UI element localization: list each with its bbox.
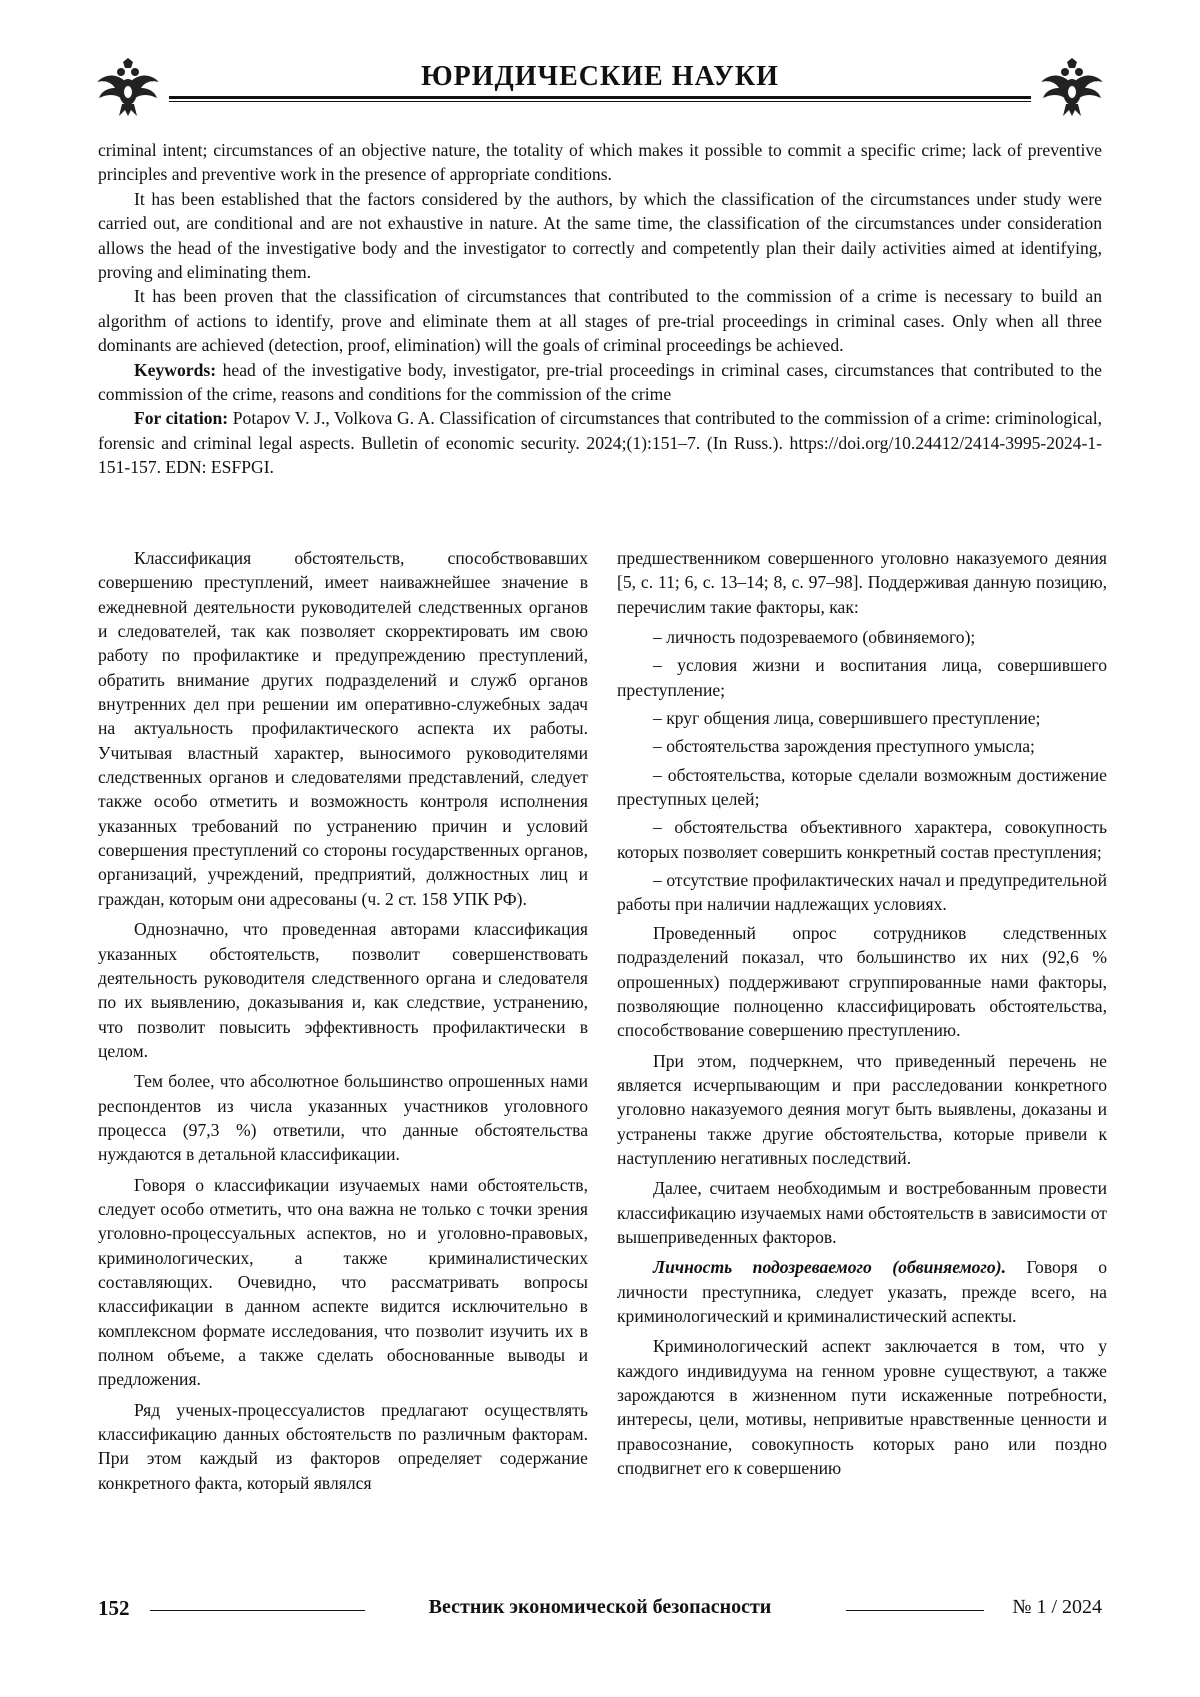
page-number: 152 [98, 1596, 130, 1620]
body-paragraph: При этом, подчеркнем, что приведенный перечень не является исчерпывающим и при расследовании конкретного уголовно наказуемого деяния могут быть выявлены, доказаны и устранены также другие обстоятельства, которые привели к наступлению негативных последствий. [617, 1050, 1107, 1168]
citation-text: Potapov V. J., Volkova G. A. Classification of circumstances that contributed to the commission of a crime: criminological, forensic and criminal legal aspects. Bulletin of economic security. 2024;(1):151–7. (In Russ.). https://doi.org/10.24412/2414-3995-2024-1-151-157. EDN: ESFPGI. [98, 408, 1102, 478]
list-item: – обстоятельства объективного характера, совокупность которых позволяет совершить конкретный состав преступления; [617, 817, 1107, 862]
body-paragraph: предшественником совершенного уголовно наказуемого деяния [5, с. 11; 6, с. 13–14; 8, с. 97–98]. Поддерживая данную позицию, перечислим такие факторы, как: [617, 548, 1107, 617]
abstract-paragraph: It has been established that the factors considered by the authors, by which the classification of the circumstances under study were carried out, are conditional and are not exhaustive in nature. At the same time, the classification of the circumstances under consideration allows the head of the investigative body and the investigator to correctly and competently plan their daily activities aimed at identifying, proving and eliminating them. [98, 188, 1102, 283]
body-paragraph: Классификация обстоятельств, способствовавших совершению преступлений, имеет наиважнейшее значение в ежедневной деятельности руководителей следственных органов и следователей, так как позволяет скорректировать им свою работу по профилактике и предупреждению преступлений, обратить внимание других подразделений и служб органов внутренних дел при решении им оперативно-служебных задач на актуальность профилактического аспекта их работы. Учитывая властный характер, выносимого руководителями следственных органов и следователями представлений, следует также особо отметить и возможность контроля исполнения указанных требований по устранению причин и условий совершения преступлений со стороны государственных органов, организаций, учреждений, предприятий, должностных лиц и граждан, которым они адресованы (ч. 2 ст. 158 УПК РФ). [98, 548, 588, 909]
list-item: – условия жизни и воспитания лица, совершившего преступление; [617, 655, 1107, 700]
subsection-heading: Личность подозреваемого (обвиняемого). [653, 1257, 1006, 1278]
keywords-text: head of the investigative body, investigator, pre-trial proceedings in criminal cases, circumstances that contributed to the commission of the crime, reasons and conditions for the commission of the crime [98, 359, 1102, 405]
section-title: ЮРИДИЧЕСКИЕ НАУКИ [421, 61, 779, 92]
issue-number: № 1 / 2024 [1012, 1596, 1102, 1618]
english-abstract [98, 138, 1102, 480]
footer-rule [846, 1610, 984, 1611]
page-header [95, 52, 1105, 122]
keywords [98, 358, 1102, 407]
citation-label: For citation: [134, 408, 229, 429]
list-item: – круг общения лица, совершившего преступление; [653, 708, 1041, 729]
list-item: – отсутствие профилактических начал и предупредительной работы при наличии надлежащих условиях. [617, 870, 1107, 915]
body-paragraph [617, 1255, 1107, 1328]
list-item: – личность подозреваемого (обвиняемого); [653, 627, 976, 648]
body-paragraph: Тем более, что абсолютное большинство опрошенных нами респондентов из числа указанных участников уголовного процесса (97,3 %) ответили, что данные обстоятельства нуждаются в детальной классификации. [98, 1071, 588, 1165]
paragraph-text: Говоря о личности преступника, следует указать, прежде всего, на криминологический и криминалистический аспекты. [617, 1257, 1107, 1326]
right-column [617, 546, 1107, 1486]
header-rule [169, 96, 1031, 102]
double-headed-eagle-icon [1039, 58, 1105, 118]
journal-title: Вестник экономической безопасности [428, 1596, 772, 1618]
body-paragraph: Ряд ученых-процессуалистов предлагают осуществлять классификацию данных обстоятельств по различным факторам. При этом каждый из факторов определяет содержание конкретного факта, который являлся [98, 1399, 588, 1493]
body-paragraph: Криминологический аспект заключается в том, что у каждого индивидуума на генном уровне существуют, а также зарождаются в жизненном пути искаженные потребности, интересы, цели, мотивы, непривитые нравственные ценности и правосознание, совокупность которых рано или поздно сподвигнет его к совершению [617, 1336, 1107, 1479]
body-paragraph: Далее, считаем необходимым и востребованным провести классификацию изучаемых нами обстоятельств в зависимости от вышеприведенных факторов. [617, 1178, 1107, 1247]
left-column [98, 546, 588, 1501]
list-item: – обстоятельства, которые сделали возможным достижение преступных целей; [617, 764, 1107, 810]
body-paragraph: Проведенный опрос сотрудников следственных подразделений показал, что большинство их них (92,6 % опрошенных) поддерживают сгруппированные нами факторы, позволяющие полноценно классифицировать обстоятельства, способствование совершению преступлению. [617, 922, 1107, 1041]
abstract-paragraph: It has been proven that the classification of circumstances that contributed to the commission of a crime is necessary to build an algorithm of actions to identify, prove and eliminate them at all stages of pre-trial proceedings in criminal cases. Only when all three dominants are achieved (detection, proof, elimination) will the goals of criminal proceedings be achieved. [98, 286, 1102, 356]
abstract-paragraph: criminal intent; circumstances of an objective nature, the totality of which makes it possible to commit a specific crime; lack of preventive principles and preventive work in the presence of appropriate conditions. [98, 140, 1102, 185]
citation [98, 406, 1102, 479]
list-item: – обстоятельства зарождения преступного умысла; [653, 736, 1035, 757]
body-paragraph: Однозначно, что проведенная авторами классификация указанных обстоятельств, позволит совершенствовать деятельность руководителя следственного органа и следователя по их выявлению, доказывания и, как следствие, устранению, что позволит повысить эффективность профилактически в целом. [98, 919, 588, 1061]
body-paragraph: Говоря о классификации изучаемых нами обстоятельств, следует особо отметить, что она важна не только с точки зрения уголовно-процессуальных аспектов, но и уголовно-правовых, криминологических, а также криминалистических составляющих. Очевидно, что рассматривать вопросы классификации в данном аспекте видится исключительно в комплексном формате исследования, что позволит изучить их в полном объеме, а также сделать обоснованные выводы и предложения. [98, 1174, 588, 1390]
page-footer [98, 1596, 1102, 1626]
keywords-label: Keywords: [134, 359, 217, 380]
